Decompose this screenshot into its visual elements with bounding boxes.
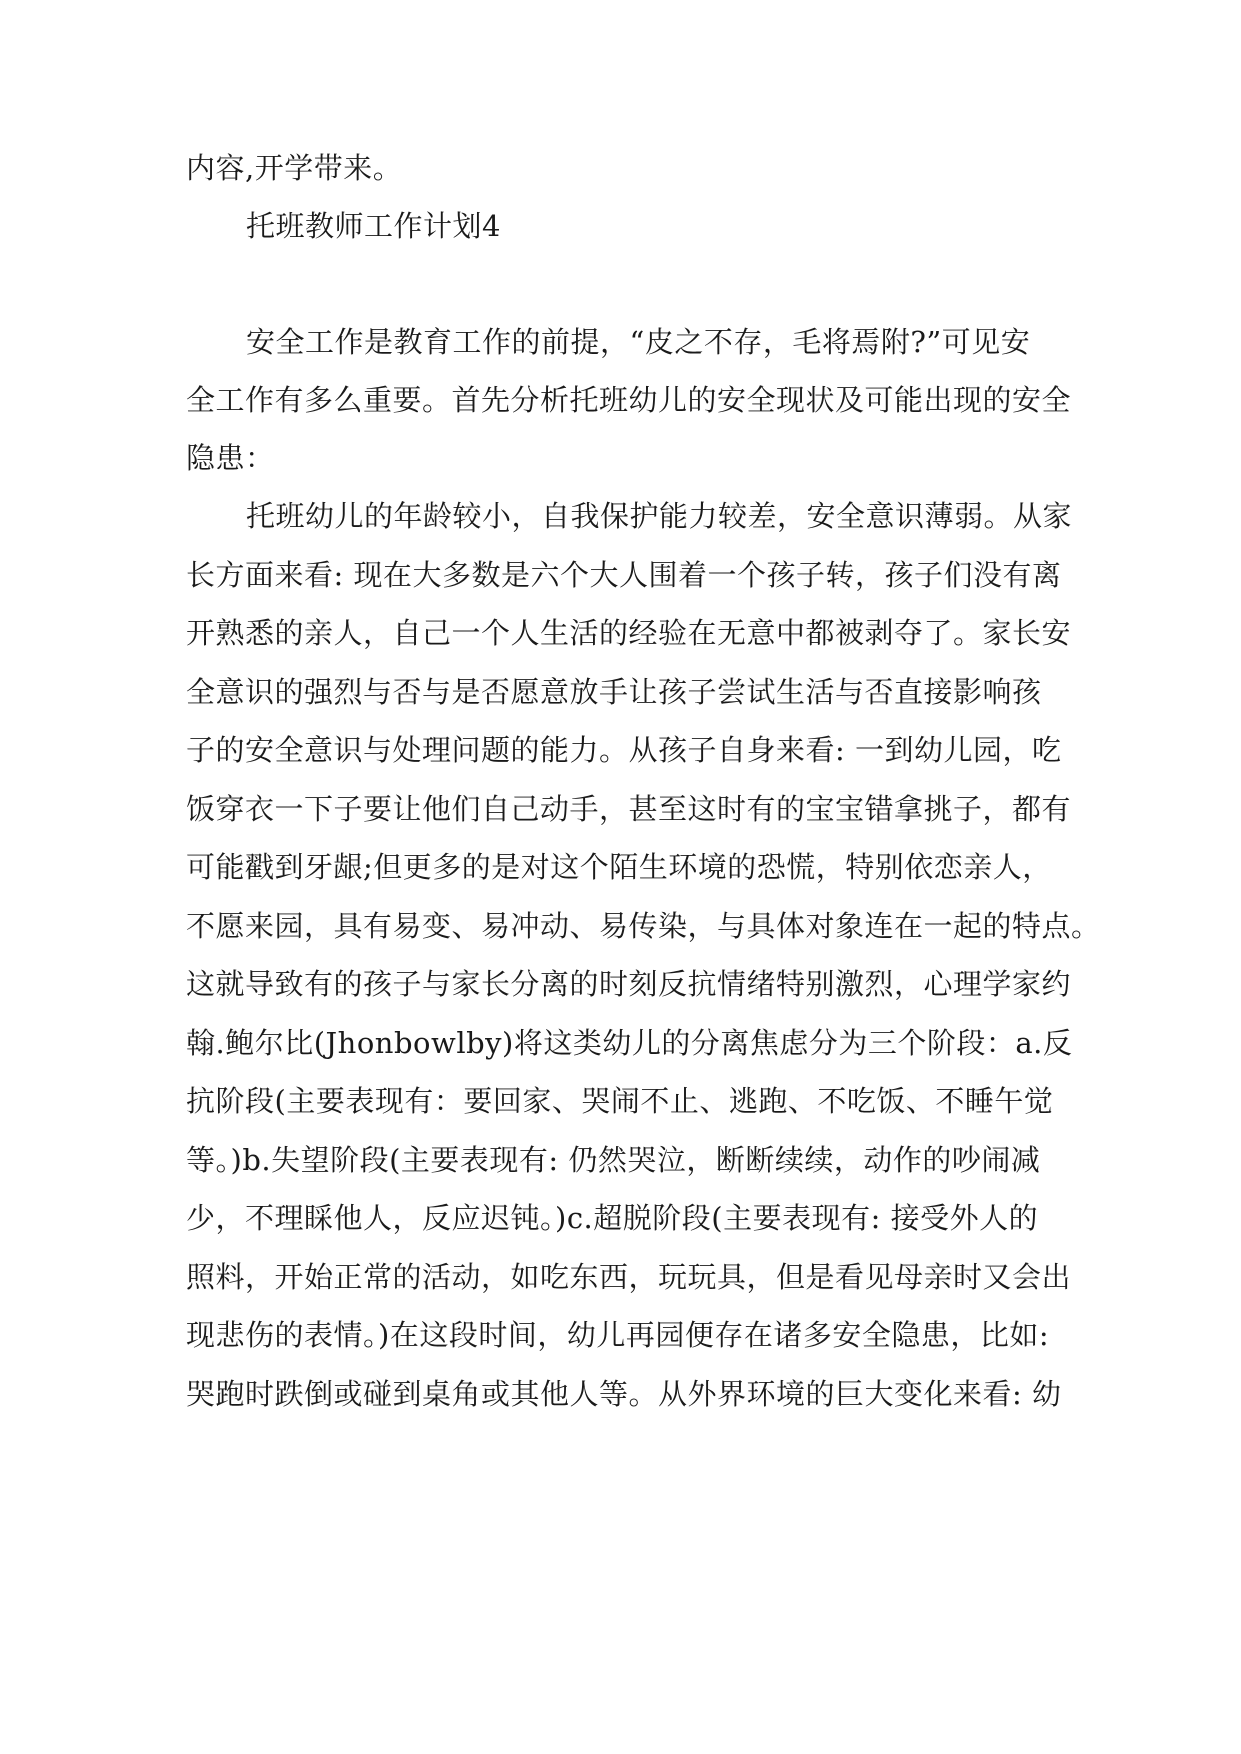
paragraph-line: 可能戳到牙龈;但更多的是对这个陌生环境的恐慌，特别依恋亲人， [186, 850, 1052, 884]
paragraph-line: 长方面来看: 现在大多数是六个大人围着一个孩子转，孩子们没有离 [186, 558, 1062, 592]
paragraph-line: 等。)b.失望阶段(主要表现有: 仍然哭泣，断断续续，动作的吵闹减 [186, 1143, 1041, 1177]
paragraph-line: 子的安全意识与处理问题的能力。从孩子自身来看: 一到幼儿园，吃 [186, 733, 1062, 767]
paragraph-line: 翰.鲍尔比(Jhonbowlby)将这类幼儿的分离焦虑分为三个阶段：a.反 [186, 1026, 1073, 1060]
section-heading: 托班教师工作计划4 [246, 209, 501, 243]
paragraph-line: 抗阶段(主要表现有：要回家、哭闹不止、逃跑、不吃饭、不睡午觉 [186, 1084, 1054, 1118]
paragraph-line: 托班幼儿的年龄较小，自我保护能力较差，安全意识薄弱。从家 [246, 499, 1073, 533]
continuation-line: 内容,开学带来。 [186, 151, 403, 185]
paragraph-line: 全工作有多么重要。首先分析托班幼儿的安全现状及可能出现的安全 [186, 383, 1072, 417]
paragraph-line: 饭穿衣一下子要让他们自己动手，甚至这时有的宝宝错拿挑子，都有 [186, 792, 1072, 826]
paragraph-line: 哭跑时跌倒或碰到桌角或其他人等。从外界环境的巨大变化来看: 幼 [186, 1377, 1062, 1411]
paragraph-line: 隐患： [186, 441, 275, 475]
paragraph-line: 少，不理睬他人，反应迟钝。)c.超脱阶段(主要表现有: 接受外人的 [186, 1201, 1039, 1235]
paragraph-line: 这就导致有的孩子与家长分离的时刻反抗情绪特别激烈，心理学家约 [186, 967, 1072, 1001]
paragraph-line: 开熟悉的亲人，自己一个人生活的经验在无意中都被剥夺了。家长安 [186, 616, 1072, 650]
paragraph-line: 全意识的强烈与否与是否愿意放手让孩子尝试生活与否直接影响孩 [186, 675, 1042, 709]
paragraph-line: 现悲伤的表情。)在这段时间，幼儿再园便存在诸多安全隐患，比如: [186, 1318, 1050, 1352]
paragraph-line: 安全工作是教育工作的前提，“皮之不存，毛将焉附?”可见安 [246, 325, 1031, 359]
paragraph-line: 不愿来园，具有易变、易冲动、易传染，与具体对象连在一起的特点。 [186, 909, 1101, 943]
paragraph-line: 照料，开始正常的活动，如吃东西，玩玩具，但是看见母亲时又会出 [186, 1260, 1072, 1294]
